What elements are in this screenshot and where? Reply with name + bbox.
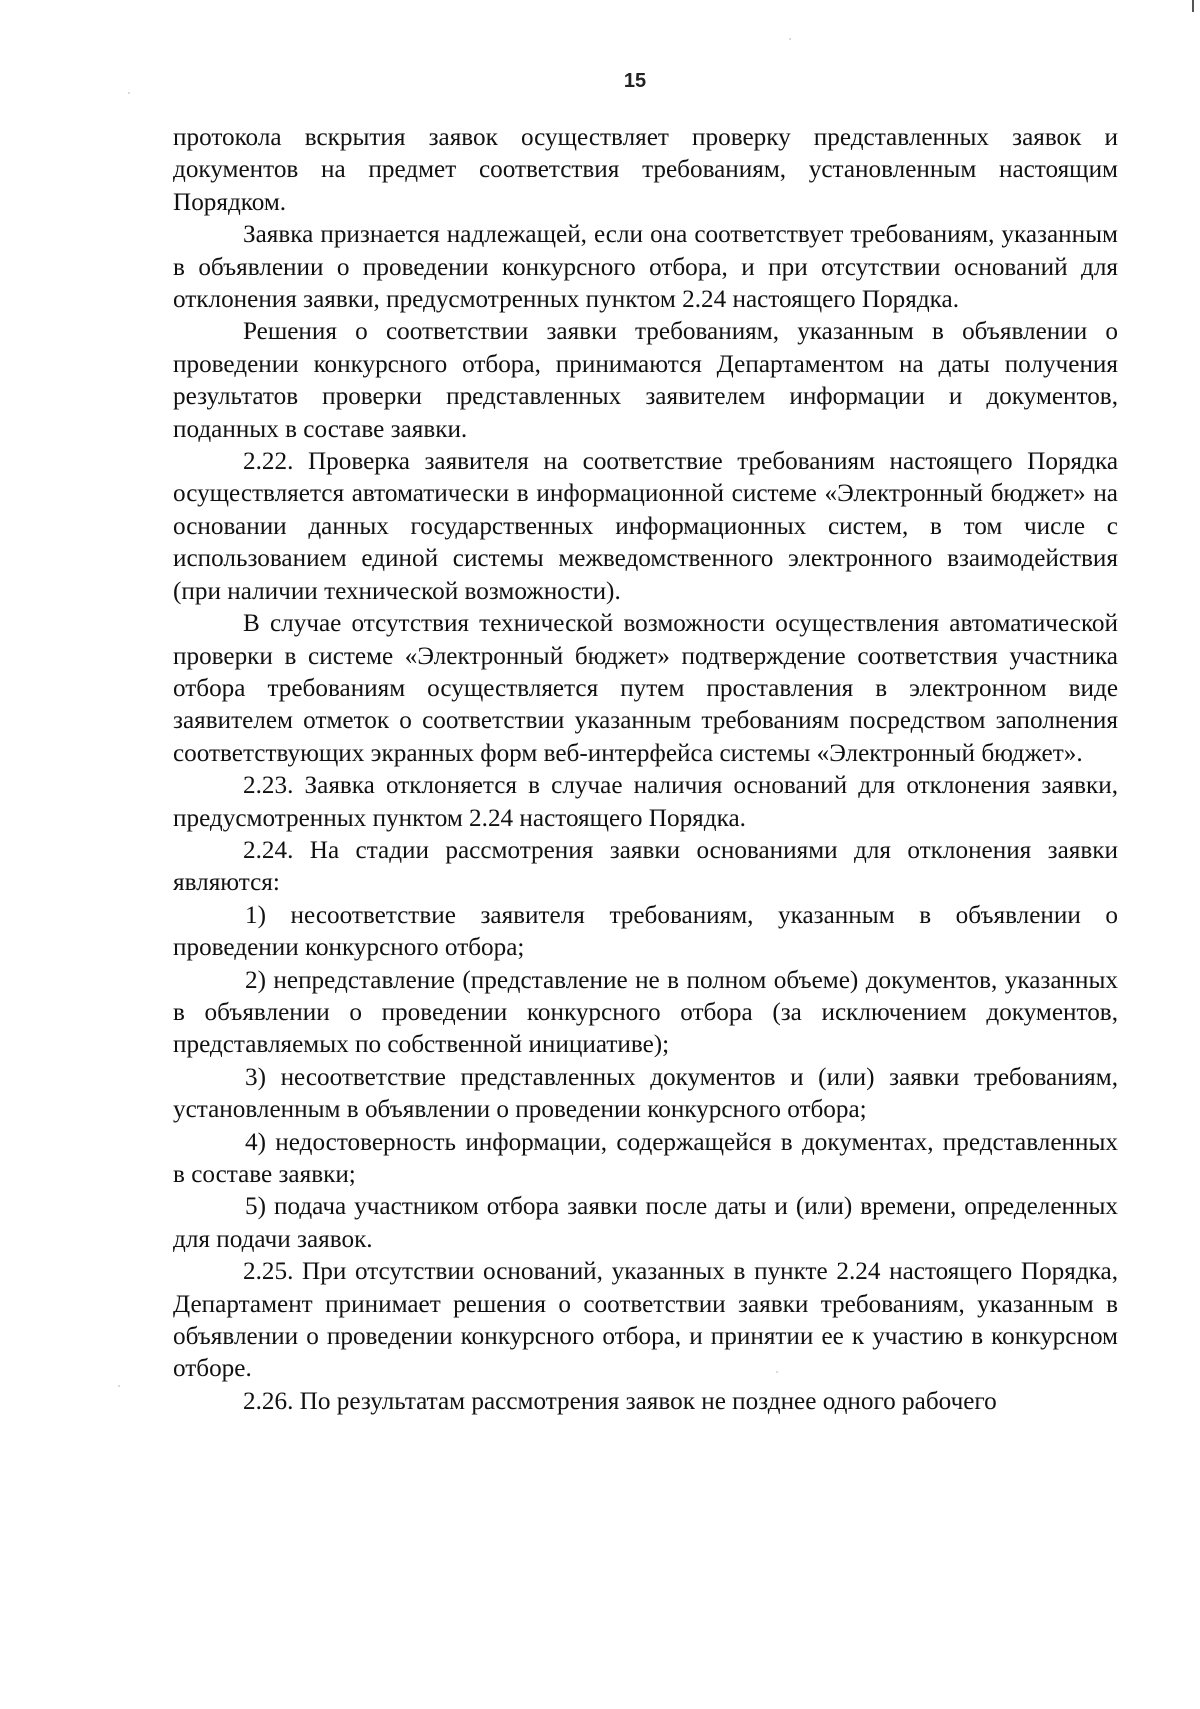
document-body (173, 122, 1118, 1418)
list-item: 2) непредставление (представление не в полном объеме) документов, указанных в объявлении о проведении конкурсного отбора (за исключением документов, представляемых по собственной инициативе); (173, 966, 1118, 1059)
paragraph-clause-2-25: 2.25. При отсутствии оснований, указанных в пункте 2.24 настоящего Порядка, Департамент принимает решения о соответствии заявки требованиям, указанным в объявлении о проведении конкурсного отбора, и принятии ее к участию в конкурсном отборе. (173, 1258, 1118, 1383)
list-item: 3) несоответствие представленных документов и (или) заявки требованиям, установленным в объявлении о проведении конкурсного отбора; (173, 1063, 1118, 1124)
paragraph: Заявка признается надлежащей, если она соответствует требованиям, указанным в объявлении о проведении конкурсного отбора, и при отсутствии оснований для отклонения заявки, предусмотренных пунктом 2.24 настоящего Порядка. (173, 221, 1118, 314)
paragraph-clause-2-23: 2.23. Заявка отклоняется в случае наличия оснований для отклонения заявки, предусмотренных пунктом 2.24 настоящего Порядка. (173, 772, 1118, 832)
paragraph: Решения о соответствии заявки требованиям, указанным в объявлении о проведении конкурсного отбора, принимаются Департаментом на даты получения результатов проверки представленных заявителем информации и документов, поданных в составе заявки. (173, 318, 1118, 443)
scan-speck (789, 38, 791, 40)
page-number: 15 (623, 70, 647, 92)
paragraph: В случае отсутствия технической возможности осуществления автоматической проверки в системе «Электронный бюджет» подтверждение соответствия участника отбора требованиям осуществляется путем проставления в электронном виде заявителем отметок о соответствии указанным требованиям посредством заполнения соответствующих экранных форм веб-интерфейса системы «Электронный бюджет». (173, 610, 1118, 767)
scan-speck (118, 1385, 120, 1387)
paragraph-continuation: протокола вскрытия заявок осуществляет проверку представленных заявок и документов на предмет соответствия требованиям, установленным настоящим Порядком. (173, 124, 1118, 216)
paragraph-clause-2-22: 2.22. Проверка заявителя на соответствие требованиям настоящего Порядка осуществляется автоматически в информационной системе «Электронный бюджет» на основании данных государственных информационных систем, в том числе с использованием единой системы межведомственного электронного взаимодействия (при наличии технической возможности). (173, 448, 1118, 605)
list-item: 5) подача участником отбора заявки после даты и (или) времени, определенных для подачи заявок. (173, 1193, 1118, 1253)
paragraph-clause-2-26: 2.26. По результатам рассмотрения заявок не позднее одного рабочего (243, 1387, 997, 1415)
list-item: 1) несоответствие заявителя требованиям, указанным в объявлении о проведении конкурсного отбора; (173, 901, 1118, 962)
scan-edge-mark (1192, 0, 1194, 12)
paragraph-clause-2-24: 2.24. На стадии рассмотрения заявки основаниями для отклонения заявки являются: (173, 836, 1118, 897)
list-item: 4) недостоверность информации, содержащейся в документах, представленных в составе заявки; (173, 1128, 1118, 1188)
